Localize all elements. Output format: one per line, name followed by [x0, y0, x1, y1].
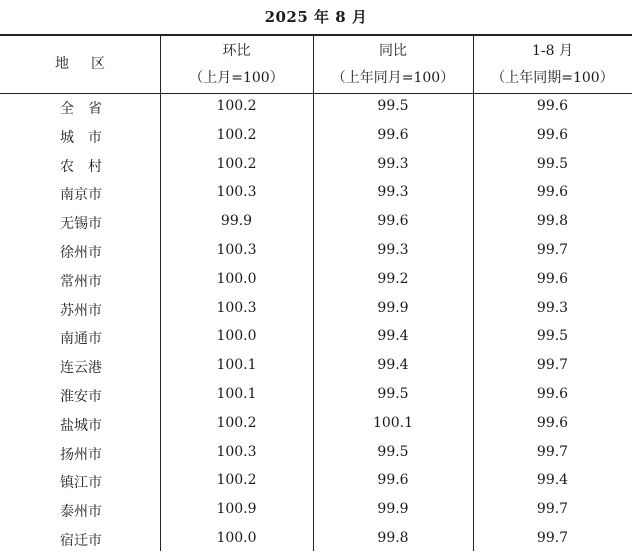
region-cell: 泰州市 [60, 504, 102, 521]
table-row [0, 238, 632, 267]
yoy-cell: 99.9 [377, 299, 409, 316]
yoy-cell: 99.6 [377, 472, 409, 489]
yoy-cell: 100.1 [372, 414, 414, 431]
mom-cell: 100.9 [216, 501, 257, 518]
yoy-cell: 99.2 [377, 270, 409, 287]
table-row [0, 324, 632, 353]
region-cell: 盐城市 [60, 417, 102, 434]
region-cell: 连云港 [60, 360, 102, 377]
mom-cell: 100.3 [216, 299, 257, 316]
mom-cell: 100.2 [216, 126, 257, 143]
page-title: 2025 年 8 月 [264, 8, 368, 26]
yoy-cell: 99.6 [377, 213, 409, 230]
region-cell: 淮安市 [60, 388, 102, 405]
header-yoy: 同比 [379, 43, 407, 59]
table-row [0, 267, 632, 296]
table-row [0, 123, 632, 152]
mom-cell: 100.3 [216, 443, 257, 460]
region-cell: 苏州市 [60, 302, 102, 319]
table-row [0, 94, 632, 123]
region-cell: 宿迁市 [60, 532, 102, 549]
yoy-cell: 99.9 [377, 501, 409, 518]
mom-cell: 100.3 [216, 184, 257, 201]
yoy-cell: 99.5 [377, 443, 409, 460]
table-body [0, 94, 632, 555]
header-mom: 环比 [222, 43, 251, 59]
region-cell: 城市 [60, 129, 116, 146]
yoy-cell: 99.6 [377, 126, 409, 143]
ytd-cell: 99.6 [536, 414, 569, 431]
ytd-cell: 99.7 [536, 357, 569, 374]
header-ytd-base: （上年同期=100） [491, 70, 614, 86]
table-row [0, 411, 632, 440]
yoy-cell: 99.8 [377, 529, 409, 546]
table-row [0, 296, 632, 325]
table-row [0, 440, 632, 469]
yoy-cell: 99.3 [377, 184, 409, 201]
ytd-cell: 99.5 [536, 328, 569, 345]
table-row [0, 180, 632, 209]
ytd-cell: 99.7 [536, 529, 569, 546]
ytd-cell: 99.6 [536, 126, 569, 143]
ytd-cell: 99.6 [536, 270, 569, 287]
table-row [0, 468, 632, 497]
mom-cell: 100.1 [216, 357, 257, 374]
mom-cell: 100.2 [216, 472, 257, 489]
ytd-cell: 99.7 [536, 241, 569, 258]
header-ytd: 1-8 月 [532, 43, 573, 59]
ytd-cell: 99.6 [536, 184, 569, 201]
ytd-cell: 99.5 [536, 155, 569, 172]
yoy-cell: 99.4 [377, 328, 409, 345]
region-cell: 徐州市 [60, 244, 102, 261]
yoy-cell: 99.5 [377, 385, 409, 402]
ytd-cell: 99.7 [536, 501, 569, 518]
header-region: 地区 [55, 56, 127, 72]
region-cell: 南京市 [60, 187, 102, 204]
ytd-cell: 99.8 [536, 213, 569, 230]
table-row [0, 152, 632, 181]
table-row [0, 526, 632, 555]
header-yoy-base: （上年同月=100） [331, 70, 455, 86]
mom-cell: 100.3 [216, 241, 257, 258]
mom-cell: 100.2 [216, 414, 257, 431]
yoy-cell: 99.4 [377, 357, 409, 374]
mom-cell: 100.0 [216, 270, 257, 287]
ytd-cell: 99.7 [536, 443, 569, 460]
region-cell: 无锡市 [60, 216, 102, 233]
table-row [0, 209, 632, 238]
yoy-cell: 99.3 [377, 155, 409, 172]
ytd-cell: 99.6 [536, 385, 569, 402]
region-cell: 扬州市 [60, 446, 102, 463]
mom-cell: 100.0 [216, 328, 257, 345]
region-cell: 镇江市 [60, 475, 102, 492]
yoy-cell: 99.5 [377, 98, 409, 114]
header-mom-base: （上月=100） [189, 70, 284, 86]
mom-cell: 100.1 [216, 385, 257, 402]
ytd-cell: 99.4 [536, 472, 569, 489]
table-row [0, 353, 632, 382]
region-cell: 全省 [60, 101, 116, 117]
yoy-cell: 99.3 [377, 241, 409, 258]
region-cell: 常州市 [60, 273, 102, 290]
region-cell: 农村 [60, 158, 116, 175]
mom-cell: 100.2 [216, 155, 257, 172]
region-cell: 南通市 [60, 331, 102, 348]
mom-cell: 100.0 [216, 529, 257, 546]
ytd-cell: 99.6 [536, 98, 569, 114]
ytd-cell: 99.3 [536, 299, 569, 316]
mom-cell: 99.9 [220, 213, 253, 230]
table-row [0, 382, 632, 411]
mom-cell: 100.2 [216, 98, 257, 114]
table-row [0, 497, 632, 526]
table-top-rule [0, 34, 632, 36]
